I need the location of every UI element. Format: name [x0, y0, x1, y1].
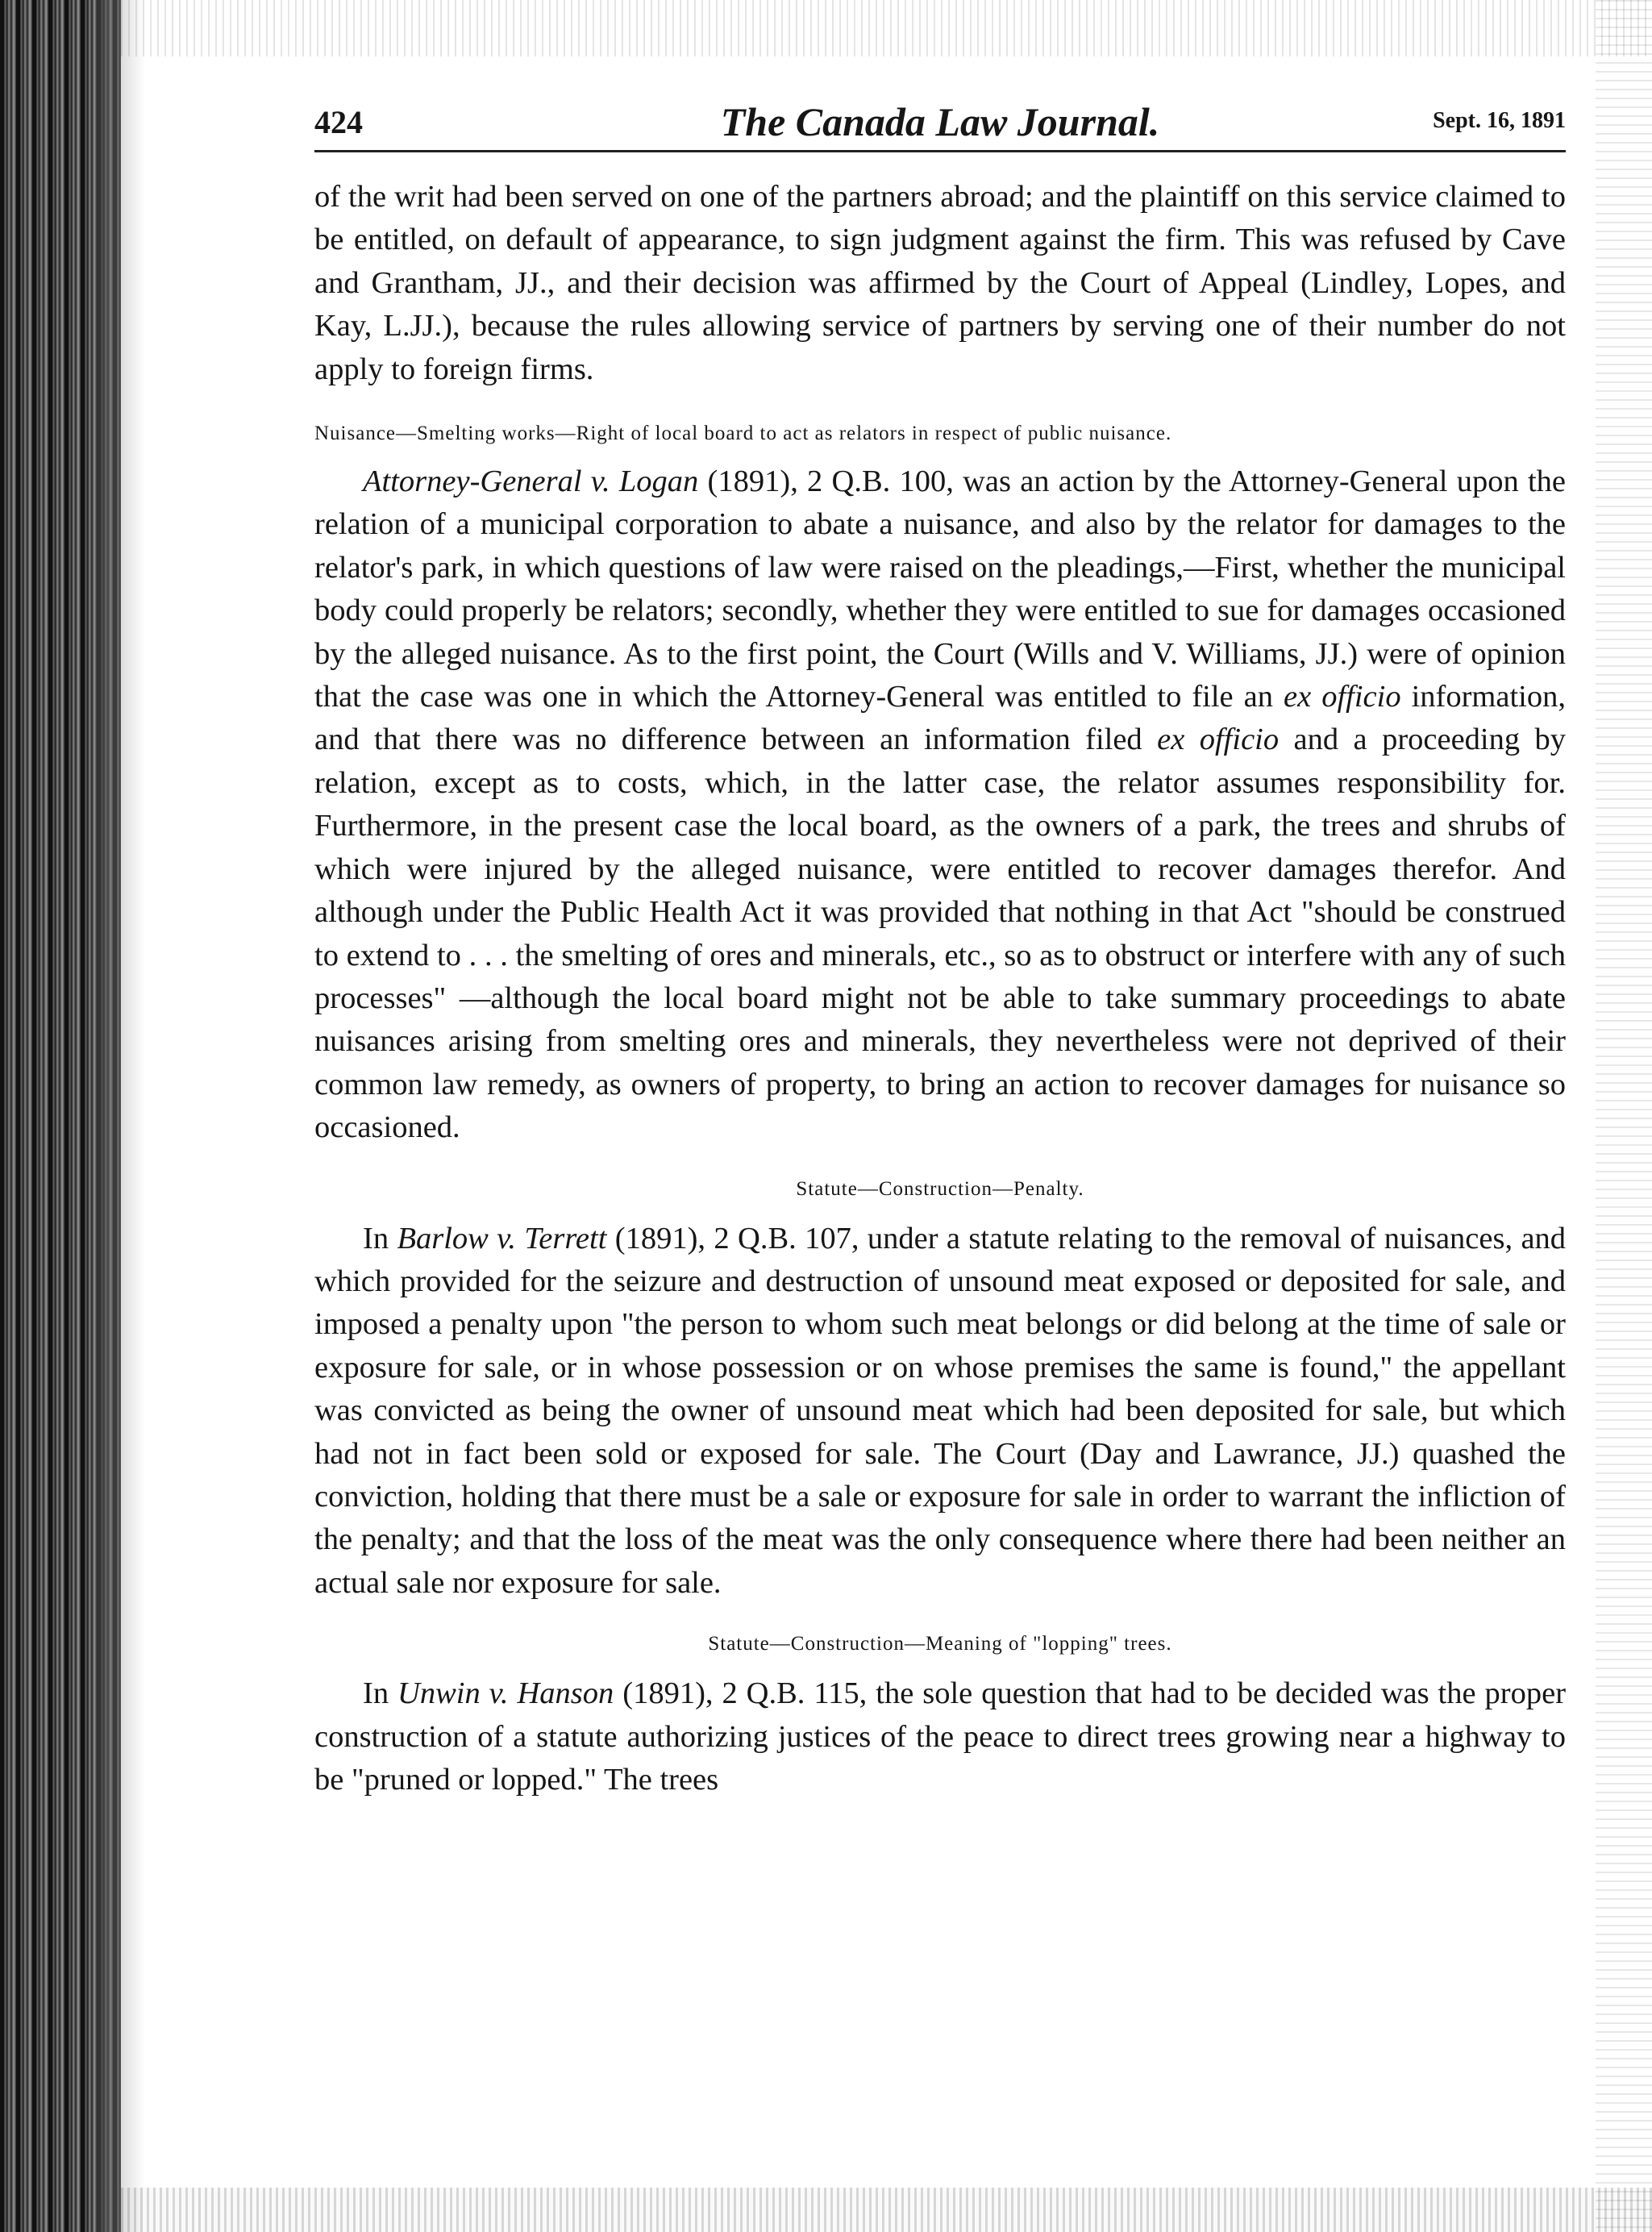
term-ex-officio-2: ex officio — [1157, 722, 1280, 757]
nuisance-heading: Nuisance—Smelting works—Right of local board to act as relators in respect of public nuisance. — [314, 423, 1172, 445]
page-body — [314, 176, 1566, 1801]
lopping-case-name: Unwin v. Hanson — [397, 1676, 614, 1711]
scan-top-edge — [121, 0, 1652, 56]
page-number: 424 — [314, 104, 363, 140]
scan-right-edge — [1596, 0, 1652, 2232]
nuisance-case-name: Attorney-General v. Logan — [363, 464, 699, 499]
journal-title: The Canada Law Journal. — [720, 99, 1160, 144]
penalty-heading: Statute—Construction—Penalty. — [796, 1177, 1084, 1200]
lopping-heading: Statute—Construction—Meaning of "lopping" trees. — [708, 1633, 1172, 1655]
nuisance-paragraph: Attorney-General v. Logan (1891), 2 Q.B. 100, was an action by the Attorney-General upon the relation of a municipal corporation to abate a nuisance, and also by the relator for damages to the relator's park, in which questions of law were raised on the pleadings,—First, whether the municipal body could properly be relators; secondly, whether they were entitled to sue for damages occasioned by the alleged nuisance. As to the first point, the Court (Wills and V. Williams, JJ.) were of opinion that the case was one in which the Attorney-General was entitled to file an ex officio information, and that there was no difference between an information filed ex officio and a proceeding by relation, except as to costs, which, in the latter case, the relator assumes responsibility for. Furthermore, in the present case the local board, as the owners of a park, the trees and shrubs of which were injured by the alleged nuisance, were entitled to recover damages therefor. And although under the Public Health Act it was provided that nothing in that Act "should be construed to extend to . . . the smelting of ores and minerals, etc., so as to obstruct or interfere with any of such processes" —although the local board might not be able to take summary proceedings to abate nuisances arising from smelting ores and minerals, they nevertheless were not deprived of their common law remedy, as owners of property, to bring an action to recover damages for nuisance so occasioned. — [314, 464, 1567, 1145]
page-header — [314, 97, 1566, 145]
penalty-case-name: Barlow v. Terrett — [397, 1221, 607, 1256]
header-rule — [314, 150, 1566, 152]
scan-binding-edge — [0, 0, 121, 2232]
scan-bottom-edge — [121, 2188, 1652, 2232]
penalty-paragraph: In Barlow v. Terrett (1891), 2 Q.B. 107, under a statute relating to the removal of nuisances, and which provided for the seizure and destruction of unsound meat exposed or deposited for sale, and imposed a penalty upon "the person to whom such meat belongs or did belong at the time of sale or exposure for sale, or in whose possession or on whose premises the same is found," the appellant was convicted as being the owner of unsound meat which had been deposited for sale, but which had not in fact been sold or exposed for sale. The Court (Day and Lawrance, JJ.) quashed the conviction, holding that there must be a sale or exposure for sale in order to warrant the infliction of the penalty; and that the loss of the meat was the only consequence where there had been neither an actual sale nor exposure for sale. — [314, 1221, 1567, 1600]
term-ex-officio-1: ex officio — [1284, 680, 1401, 714]
header-date: Sept. 16, 1891 — [1433, 108, 1566, 133]
lopping-paragraph: In Unwin v. Hanson (1891), 2 Q.B. 115, the sole question that had to be decided was the proper construction of a statute authorizing justices of the peace to direct trees growing near a highway to be "pruned or lopped." The trees — [314, 1676, 1567, 1797]
intro-paragraph: of the writ had been served on one of the partners abroad; and the plaintiff on this service claimed to be entitled, on default of appearance, to sign judgment against the firm. This was refused by Cave and Grantham, JJ., and their decision was affirmed by the Court of Appeal (Lindley, Lopes, and Kay, L.JJ.), because the rules allowing service of partners by serving one of their number do not apply to foreign firms. — [314, 180, 1566, 386]
